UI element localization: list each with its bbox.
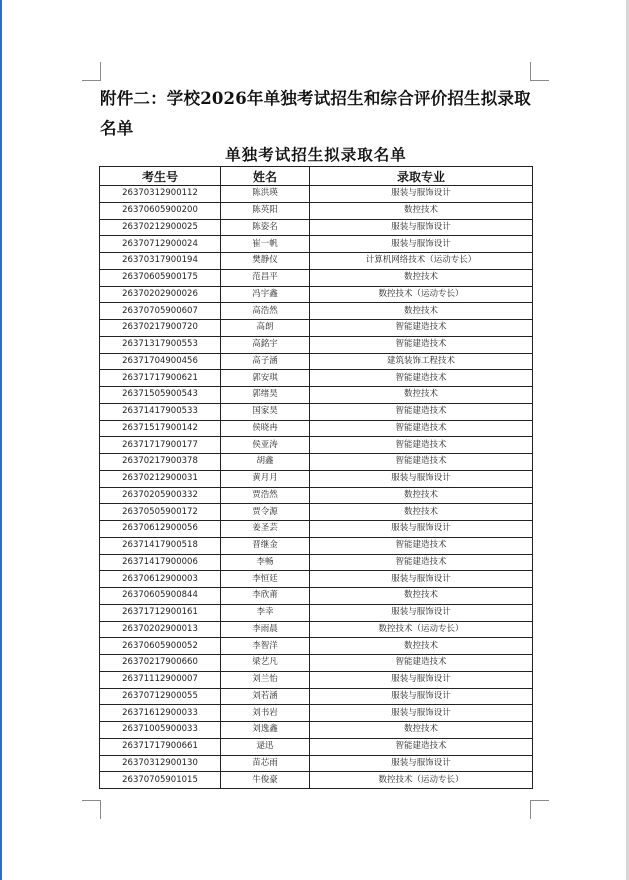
major-cell: 服装与服饰设计 (310, 219, 533, 236)
major-cell: 服装与服饰设计 (310, 671, 533, 688)
admission-table (99, 166, 533, 789)
major-cell: 智能建造技术 (310, 655, 533, 672)
major-cell: 智能建造技术 (310, 738, 533, 755)
exam-number-cell: 26371717900177 (100, 437, 221, 454)
major-cell: 服装与服饰设计 (310, 470, 533, 487)
exam-number-cell: 26370605900052 (100, 638, 221, 655)
name-cell: 姜圣芸 (221, 521, 310, 538)
exam-number-cell: 26371417900533 (100, 403, 221, 420)
name-cell: 牛俊豪 (221, 772, 310, 789)
exam-number-cell: 26371612900033 (100, 705, 221, 722)
major-cell: 数控技术 (310, 638, 533, 655)
exam-number-cell: 26371517900142 (100, 420, 221, 437)
exam-number-cell: 26370205900332 (100, 487, 221, 504)
attachment-heading: 附件二：学校2026年单独考试招生和综合评价招生拟录取名单 (100, 89, 531, 138)
table-row (100, 353, 533, 370)
table-row (100, 671, 533, 688)
name-cell: 冯宇鑫 (221, 286, 310, 303)
table-row (100, 454, 533, 471)
major-cell: 服装与服饰设计 (310, 688, 533, 705)
major-cell: 数控技术 (310, 202, 533, 219)
major-cell: 数控技术 (310, 387, 533, 404)
table-row (100, 437, 533, 454)
name-cell: 樊静仪 (221, 253, 310, 270)
table-row (100, 336, 533, 353)
name-cell: 刘兰怡 (221, 671, 310, 688)
name-cell: 陈洪瑛 (221, 186, 310, 203)
major-cell: 智能建造技术 (310, 420, 533, 437)
table-row (100, 420, 533, 437)
exam-number-cell: 26370312900130 (100, 755, 221, 772)
exam-number-cell: 26371112900007 (100, 671, 221, 688)
exam-number-cell: 26370612900003 (100, 571, 221, 588)
name-cell: 高浩然 (221, 303, 310, 320)
name-cell: 梁艺凡 (221, 655, 310, 672)
major-cell: 数控技术（运动专长） (310, 286, 533, 303)
name-cell: 贾浩然 (221, 487, 310, 504)
exam-number-cell: 26371704900456 (100, 353, 221, 370)
exam-number-cell: 26370217900720 (100, 320, 221, 337)
name-cell: 高子涵 (221, 353, 310, 370)
major-cell: 智能建造技术 (310, 537, 533, 554)
exam-number-cell: 26370217900660 (100, 655, 221, 672)
table-row (100, 303, 533, 320)
name-cell: 高朗 (221, 320, 310, 337)
major-cell: 智能建造技术 (310, 454, 533, 471)
major-cell: 服装与服饰设计 (310, 604, 533, 621)
table-row (100, 571, 533, 588)
major-cell: 智能建造技术 (310, 336, 533, 353)
major-cell: 智能建造技术 (310, 320, 533, 337)
name-cell: 晋继金 (221, 537, 310, 554)
name-cell: 侯晓冉 (221, 420, 310, 437)
name-cell: 国家昊 (221, 403, 310, 420)
exam-number-cell: 26371317900553 (100, 336, 221, 353)
major-cell: 数控技术 (310, 722, 533, 739)
major-cell: 智能建造技术 (310, 554, 533, 571)
table-row (100, 588, 533, 605)
exam-number-cell: 26371505900543 (100, 387, 221, 404)
table-row (100, 755, 533, 772)
table-row (100, 286, 533, 303)
table-row (100, 688, 533, 705)
name-cell: 李畅 (221, 554, 310, 571)
name-cell: 范昌平 (221, 269, 310, 286)
table-row (100, 554, 533, 571)
exam-number-cell: 26370212900025 (100, 219, 221, 236)
name-cell: 高銘宇 (221, 336, 310, 353)
exam-number-cell: 26370705900607 (100, 303, 221, 320)
table-row (100, 722, 533, 739)
name-cell: 逯迅 (221, 738, 310, 755)
exam-number-cell: 26371005900033 (100, 722, 221, 739)
table-row (100, 370, 533, 387)
column-header-exam-number: 考生号 (100, 167, 221, 186)
major-cell: 数控技术 (310, 269, 533, 286)
exam-number-cell: 26370605900200 (100, 202, 221, 219)
exam-number-cell: 26371417900518 (100, 537, 221, 554)
name-cell: 李恒廷 (221, 571, 310, 588)
table-row (100, 202, 533, 219)
column-header-name: 姓名 (221, 167, 310, 186)
exam-number-cell: 26370605900175 (100, 269, 221, 286)
table-row (100, 638, 533, 655)
exam-number-cell: 26370312900112 (100, 186, 221, 203)
exam-number-cell: 26370612900056 (100, 521, 221, 538)
table-row (100, 186, 533, 203)
margin-marker-bottom-left (82, 800, 101, 819)
major-cell: 数控技术 (310, 588, 533, 605)
major-cell: 建筑装饰工程技术 (310, 353, 533, 370)
major-cell: 数控技术 (310, 504, 533, 521)
major-cell: 服装与服饰设计 (310, 521, 533, 538)
major-cell: 数控技术（运动专长） (310, 772, 533, 789)
table-row (100, 604, 533, 621)
major-cell: 智能建造技术 (310, 403, 533, 420)
name-cell: 李智洋 (221, 638, 310, 655)
table-row (100, 253, 533, 270)
major-cell: 智能建造技术 (310, 370, 533, 387)
major-cell: 数控技术 (310, 303, 533, 320)
table-row (100, 487, 533, 504)
table-row (100, 705, 533, 722)
table-row (100, 320, 533, 337)
name-cell: 侯亚涛 (221, 437, 310, 454)
exam-number-cell: 26370505900172 (100, 504, 221, 521)
exam-number-cell: 26370212900031 (100, 470, 221, 487)
table-header-row (100, 167, 533, 186)
major-cell: 服装与服饰设计 (310, 755, 533, 772)
margin-marker-top-right (530, 62, 549, 81)
table-row (100, 621, 533, 638)
table-row (100, 269, 533, 286)
name-cell: 崔一帆 (221, 236, 310, 253)
name-cell: 刘若涵 (221, 688, 310, 705)
table-row (100, 537, 533, 554)
name-cell: 郭安琪 (221, 370, 310, 387)
exam-number-cell: 26370202900026 (100, 286, 221, 303)
margin-marker-top-left (82, 62, 101, 81)
major-cell: 服装与服饰设计 (310, 705, 533, 722)
margin-marker-bottom-right (530, 800, 549, 819)
exam-number-cell: 26371417900006 (100, 554, 221, 571)
exam-number-cell: 26371717900621 (100, 370, 221, 387)
name-cell: 李幸 (221, 604, 310, 621)
major-cell: 服装与服饰设计 (310, 186, 533, 203)
major-cell: 数控技术（运动专长） (310, 621, 533, 638)
table-row (100, 504, 533, 521)
major-cell: 数控技术 (310, 487, 533, 504)
major-cell: 服装与服饰设计 (310, 236, 533, 253)
name-cell: 苗芯雨 (221, 755, 310, 772)
exam-number-cell: 26370202900013 (100, 621, 221, 638)
name-cell: 黄月月 (221, 470, 310, 487)
column-header-major: 录取专业 (310, 167, 533, 186)
name-cell: 贾令源 (221, 504, 310, 521)
table-row (100, 470, 533, 487)
exam-number-cell: 26371712900161 (100, 604, 221, 621)
window-left-edge (0, 0, 2, 880)
table-row (100, 236, 533, 253)
table-row (100, 655, 533, 672)
table-row (100, 772, 533, 789)
name-cell: 刘逸鑫 (221, 722, 310, 739)
name-cell: 李欣莆 (221, 588, 310, 605)
exam-number-cell: 26371717900661 (100, 738, 221, 755)
exam-number-cell: 26370317900194 (100, 253, 221, 270)
exam-number-cell: 26370712900024 (100, 236, 221, 253)
table-title: 单独考试招生拟录取名单 (225, 145, 407, 164)
table-row (100, 738, 533, 755)
major-cell: 智能建造技术 (310, 437, 533, 454)
exam-number-cell: 26370705901015 (100, 772, 221, 789)
exam-number-cell: 26370605900844 (100, 588, 221, 605)
major-cell: 服装与服饰设计 (310, 571, 533, 588)
table-row (100, 521, 533, 538)
table-row (100, 219, 533, 236)
name-cell: 陈姿名 (221, 219, 310, 236)
exam-number-cell: 26370217900378 (100, 454, 221, 471)
table-row (100, 387, 533, 404)
name-cell: 陈英阳 (221, 202, 310, 219)
name-cell: 刘书岩 (221, 705, 310, 722)
major-cell: 计算机网络技术（运动专长） (310, 253, 533, 270)
name-cell: 胡鑫 (221, 454, 310, 471)
name-cell: 郭绪昊 (221, 387, 310, 404)
name-cell: 李雨晨 (221, 621, 310, 638)
table-row (100, 403, 533, 420)
exam-number-cell: 26370712900055 (100, 688, 221, 705)
